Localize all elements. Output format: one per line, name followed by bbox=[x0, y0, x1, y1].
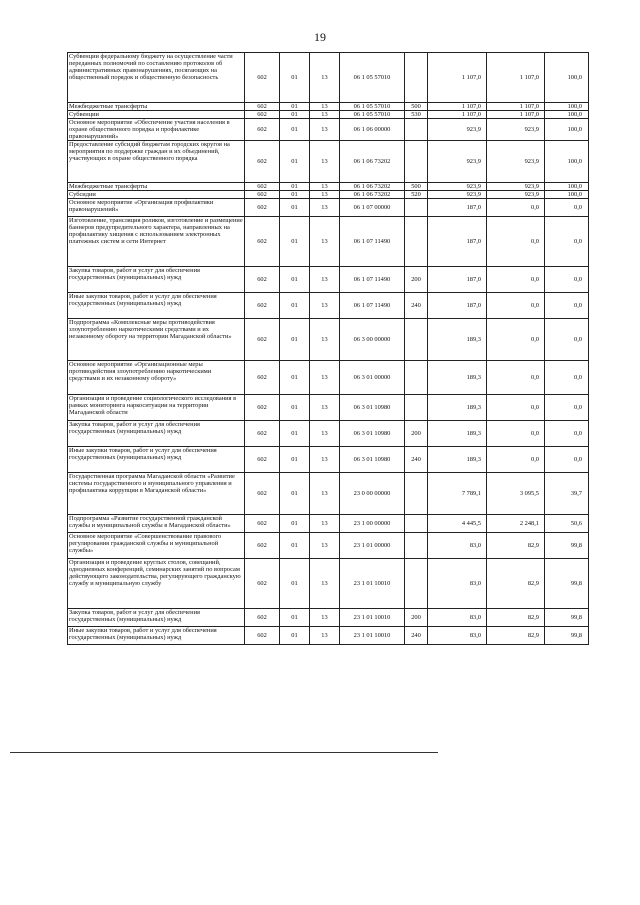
subsection-code-cell: 13 bbox=[310, 395, 340, 421]
expense-type-cell: 200 bbox=[405, 609, 428, 627]
table-row bbox=[68, 141, 589, 183]
table-row bbox=[68, 217, 589, 267]
subsection-code-cell: 13 bbox=[310, 293, 340, 319]
section-code-cell: 01 bbox=[280, 395, 310, 421]
executed-amount-cell: 923,9 bbox=[487, 141, 545, 183]
executed-amount-cell: 1 107,0 bbox=[487, 53, 545, 103]
execution-percent-cell: 0,0 bbox=[545, 293, 589, 319]
table-row bbox=[68, 627, 589, 645]
planned-amount-cell: 189,3 bbox=[428, 361, 487, 395]
execution-percent-cell: 0,0 bbox=[545, 267, 589, 293]
subsection-code-cell: 13 bbox=[310, 119, 340, 141]
subsection-code-cell: 13 bbox=[310, 111, 340, 119]
subsection-code-cell: 13 bbox=[310, 103, 340, 111]
expense-type-cell bbox=[405, 141, 428, 183]
section-code-cell: 01 bbox=[280, 293, 310, 319]
section-code-cell: 01 bbox=[280, 447, 310, 473]
ministry-code-cell: 602 bbox=[245, 609, 280, 627]
expense-type-cell: 200 bbox=[405, 267, 428, 293]
executed-amount-cell: 82,9 bbox=[487, 533, 545, 559]
target-article-cell: 06 3 01 10980 bbox=[340, 395, 405, 421]
section-code-cell: 01 bbox=[280, 609, 310, 627]
planned-amount-cell: 4 445,5 bbox=[428, 515, 487, 533]
execution-percent-cell: 0,0 bbox=[545, 361, 589, 395]
subsection-code-cell: 13 bbox=[310, 421, 340, 447]
expense-type-cell bbox=[405, 515, 428, 533]
row-name-cell: Субвенции bbox=[68, 111, 245, 119]
target-article-cell: 06 1 06 00000 bbox=[340, 119, 405, 141]
row-name-cell: Государственная программа Магаданской области «Развитие системы государственного и муниципального управления и профилактика коррупции в Магаданской области» bbox=[68, 473, 245, 515]
row-name-cell: Основное мероприятие «Совершенствование правового регулирования гражданской службы и муниципальной службы» bbox=[68, 533, 245, 559]
execution-percent-cell: 99,8 bbox=[545, 609, 589, 627]
execution-percent-cell: 100,0 bbox=[545, 53, 589, 103]
table-row bbox=[68, 103, 589, 111]
row-name-cell: Подпрограмма «Комплексные меры противодействия злоупотреблению наркотическими средствами и их незаконному обороту на территории Магаданской области» bbox=[68, 319, 245, 361]
table-row bbox=[68, 183, 589, 191]
expense-type-cell bbox=[405, 533, 428, 559]
planned-amount-cell: 189,3 bbox=[428, 319, 487, 361]
expense-type-cell: 530 bbox=[405, 111, 428, 119]
executed-amount-cell: 3 095,5 bbox=[487, 473, 545, 515]
execution-percent-cell: 0,0 bbox=[545, 447, 589, 473]
table-row bbox=[68, 319, 589, 361]
subsection-code-cell: 13 bbox=[310, 473, 340, 515]
planned-amount-cell: 7 789,1 bbox=[428, 473, 487, 515]
table-row bbox=[68, 119, 589, 141]
table-row bbox=[68, 199, 589, 217]
ministry-code-cell: 602 bbox=[245, 217, 280, 267]
target-article-cell: 06 3 01 00000 bbox=[340, 361, 405, 395]
subsection-code-cell: 13 bbox=[310, 183, 340, 191]
target-article-cell: 06 1 06 73202 bbox=[340, 183, 405, 191]
ministry-code-cell: 602 bbox=[245, 421, 280, 447]
ministry-code-cell: 602 bbox=[245, 191, 280, 199]
row-name-cell: Субвенции федеральному бюджету на осуществление части переданных полномочий по составлению протоколов об административных правонарушениях, посягающих на общественный порядок и общественную безопасность bbox=[68, 53, 245, 103]
row-name-cell: Основное мероприятие «Организационные меры противодействия злоупотреблению наркотическими средствами и их незаконному обороту» bbox=[68, 361, 245, 395]
planned-amount-cell: 187,0 bbox=[428, 217, 487, 267]
section-code-cell: 01 bbox=[280, 319, 310, 361]
row-name-cell: Закупка товаров, работ и услуг для обеспечения государственных (муниципальных) нужд bbox=[68, 267, 245, 293]
section-code-cell: 01 bbox=[280, 627, 310, 645]
section-code-cell: 01 bbox=[280, 473, 310, 515]
expense-type-cell bbox=[405, 473, 428, 515]
section-code-cell: 01 bbox=[280, 103, 310, 111]
execution-percent-cell: 0,0 bbox=[545, 319, 589, 361]
execution-percent-cell: 0,0 bbox=[545, 395, 589, 421]
ministry-code-cell: 602 bbox=[245, 515, 280, 533]
execution-percent-cell: 100,0 bbox=[545, 141, 589, 183]
row-name-cell: Субсидии bbox=[68, 191, 245, 199]
table-row bbox=[68, 515, 589, 533]
subsection-code-cell: 13 bbox=[310, 533, 340, 559]
subsection-code-cell: 13 bbox=[310, 515, 340, 533]
target-article-cell: 06 1 05 57010 bbox=[340, 53, 405, 103]
expense-type-cell: 520 bbox=[405, 191, 428, 199]
execution-percent-cell: 99,8 bbox=[545, 533, 589, 559]
planned-amount-cell: 83,0 bbox=[428, 627, 487, 645]
target-article-cell: 06 3 01 10980 bbox=[340, 447, 405, 473]
section-code-cell: 01 bbox=[280, 361, 310, 395]
planned-amount-cell: 923,9 bbox=[428, 119, 487, 141]
ministry-code-cell: 602 bbox=[245, 183, 280, 191]
subsection-code-cell: 13 bbox=[310, 559, 340, 609]
execution-percent-cell: 100,0 bbox=[545, 191, 589, 199]
execution-percent-cell: 100,0 bbox=[545, 111, 589, 119]
target-article-cell: 06 1 06 73202 bbox=[340, 141, 405, 183]
table-row bbox=[68, 53, 589, 103]
section-code-cell: 01 bbox=[280, 53, 310, 103]
execution-percent-cell: 100,0 bbox=[545, 103, 589, 111]
section-code-cell: 01 bbox=[280, 111, 310, 119]
planned-amount-cell: 923,9 bbox=[428, 183, 487, 191]
ministry-code-cell: 602 bbox=[245, 447, 280, 473]
planned-amount-cell: 187,0 bbox=[428, 199, 487, 217]
expense-type-cell bbox=[405, 319, 428, 361]
section-code-cell: 01 bbox=[280, 183, 310, 191]
planned-amount-cell: 187,0 bbox=[428, 267, 487, 293]
expense-type-cell bbox=[405, 53, 428, 103]
expense-type-cell bbox=[405, 395, 428, 421]
table-row bbox=[68, 395, 589, 421]
expense-type-cell bbox=[405, 119, 428, 141]
section-code-cell: 01 bbox=[280, 119, 310, 141]
row-name-cell: Организация и проведение социологического исследования в рамках мониторинга наркоситуации на территории Магаданской области bbox=[68, 395, 245, 421]
executed-amount-cell: 1 107,0 bbox=[487, 103, 545, 111]
bottom-divider bbox=[10, 752, 438, 753]
section-code-cell: 01 bbox=[280, 141, 310, 183]
table-row bbox=[68, 473, 589, 515]
expense-type-cell: 500 bbox=[405, 103, 428, 111]
subsection-code-cell: 13 bbox=[310, 609, 340, 627]
table-row bbox=[68, 609, 589, 627]
execution-percent-cell: 50,6 bbox=[545, 515, 589, 533]
target-article-cell: 06 1 07 11490 bbox=[340, 293, 405, 319]
ministry-code-cell: 602 bbox=[245, 103, 280, 111]
table-row bbox=[68, 111, 589, 119]
executed-amount-cell: 0,0 bbox=[487, 319, 545, 361]
row-name-cell: Закупка товаров, работ и услуг для обеспечения государственных (муниципальных) нужд bbox=[68, 421, 245, 447]
row-name-cell: Иные закупки товаров, работ и услуг для обеспечения государственных (муниципальных) нужд bbox=[68, 293, 245, 319]
execution-percent-cell: 99,8 bbox=[545, 627, 589, 645]
planned-amount-cell: 189,3 bbox=[428, 421, 487, 447]
executed-amount-cell: 0,0 bbox=[487, 267, 545, 293]
target-article-cell: 23 1 00 00000 bbox=[340, 515, 405, 533]
target-article-cell: 06 1 05 57010 bbox=[340, 111, 405, 119]
planned-amount-cell: 923,9 bbox=[428, 191, 487, 199]
table-row bbox=[68, 293, 589, 319]
subsection-code-cell: 13 bbox=[310, 191, 340, 199]
ministry-code-cell: 602 bbox=[245, 267, 280, 293]
ministry-code-cell: 602 bbox=[245, 53, 280, 103]
planned-amount-cell: 83,0 bbox=[428, 533, 487, 559]
target-article-cell: 06 3 00 00000 bbox=[340, 319, 405, 361]
execution-percent-cell: 0,0 bbox=[545, 421, 589, 447]
subsection-code-cell: 13 bbox=[310, 361, 340, 395]
executed-amount-cell: 0,0 bbox=[487, 293, 545, 319]
executed-amount-cell: 82,9 bbox=[487, 609, 545, 627]
table-row bbox=[68, 361, 589, 395]
row-name-cell: Организация и проведение круглых столов, совещаний, однодневных конференций, семинарских занятий по вопросам действующего законодательства, регулирующего гражданскую службу и муниципальную службу bbox=[68, 559, 245, 609]
target-article-cell: 06 1 07 11490 bbox=[340, 267, 405, 293]
row-name-cell: Иные закупки товаров, работ и услуг для обеспечения государственных (муниципальных) нужд bbox=[68, 627, 245, 645]
execution-percent-cell: 0,0 bbox=[545, 217, 589, 267]
section-code-cell: 01 bbox=[280, 217, 310, 267]
expense-type-cell: 240 bbox=[405, 293, 428, 319]
ministry-code-cell: 602 bbox=[245, 473, 280, 515]
planned-amount-cell: 83,0 bbox=[428, 609, 487, 627]
budget-table bbox=[67, 52, 589, 645]
section-code-cell: 01 bbox=[280, 559, 310, 609]
target-article-cell: 23 1 01 00000 bbox=[340, 533, 405, 559]
ministry-code-cell: 602 bbox=[245, 533, 280, 559]
target-article-cell: 06 1 07 11490 bbox=[340, 217, 405, 267]
executed-amount-cell: 0,0 bbox=[487, 199, 545, 217]
expense-type-cell: 500 bbox=[405, 183, 428, 191]
execution-percent-cell: 99,8 bbox=[545, 559, 589, 609]
executed-amount-cell: 923,9 bbox=[487, 183, 545, 191]
target-article-cell: 23 0 00 00000 bbox=[340, 473, 405, 515]
target-article-cell: 23 1 01 10010 bbox=[340, 609, 405, 627]
section-code-cell: 01 bbox=[280, 421, 310, 447]
subsection-code-cell: 13 bbox=[310, 267, 340, 293]
planned-amount-cell: 189,3 bbox=[428, 447, 487, 473]
section-code-cell: 01 bbox=[280, 515, 310, 533]
target-article-cell: 06 1 05 57010 bbox=[340, 103, 405, 111]
executed-amount-cell: 0,0 bbox=[487, 447, 545, 473]
expense-type-cell: 240 bbox=[405, 627, 428, 645]
table-row bbox=[68, 267, 589, 293]
expense-type-cell bbox=[405, 559, 428, 609]
table-row bbox=[68, 191, 589, 199]
executed-amount-cell: 2 248,1 bbox=[487, 515, 545, 533]
table-row bbox=[68, 447, 589, 473]
ministry-code-cell: 602 bbox=[245, 559, 280, 609]
target-article-cell: 06 3 01 10980 bbox=[340, 421, 405, 447]
executed-amount-cell: 1 107,0 bbox=[487, 111, 545, 119]
section-code-cell: 01 bbox=[280, 191, 310, 199]
subsection-code-cell: 13 bbox=[310, 319, 340, 361]
executed-amount-cell: 0,0 bbox=[487, 421, 545, 447]
table-row bbox=[68, 421, 589, 447]
row-name-cell: Иные закупки товаров, работ и услуг для обеспечения государственных (муниципальных) нужд bbox=[68, 447, 245, 473]
executed-amount-cell: 0,0 bbox=[487, 217, 545, 267]
table-row bbox=[68, 533, 589, 559]
executed-amount-cell: 923,9 bbox=[487, 191, 545, 199]
subsection-code-cell: 13 bbox=[310, 447, 340, 473]
executed-amount-cell: 82,9 bbox=[487, 627, 545, 645]
subsection-code-cell: 13 bbox=[310, 217, 340, 267]
page-number: 19 bbox=[314, 30, 326, 44]
planned-amount-cell: 1 107,0 bbox=[428, 103, 487, 111]
row-name-cell: Межбюджетные трансферты bbox=[68, 103, 245, 111]
execution-percent-cell: 100,0 bbox=[545, 183, 589, 191]
ministry-code-cell: 602 bbox=[245, 119, 280, 141]
ministry-code-cell: 602 bbox=[245, 627, 280, 645]
subsection-code-cell: 13 bbox=[310, 627, 340, 645]
ministry-code-cell: 602 bbox=[245, 395, 280, 421]
section-code-cell: 01 bbox=[280, 533, 310, 559]
ministry-code-cell: 602 bbox=[245, 111, 280, 119]
section-code-cell: 01 bbox=[280, 267, 310, 293]
execution-percent-cell: 100,0 bbox=[545, 119, 589, 141]
expense-type-cell bbox=[405, 361, 428, 395]
planned-amount-cell: 923,9 bbox=[428, 141, 487, 183]
row-name-cell: Предоставление субсидий бюджетам городских округов на мероприятия по поддержке граждан и их объединений, участвующих в охране общественного порядка bbox=[68, 141, 245, 183]
row-name-cell: Межбюджетные трансферты bbox=[68, 183, 245, 191]
planned-amount-cell: 187,0 bbox=[428, 293, 487, 319]
expense-type-cell bbox=[405, 217, 428, 267]
planned-amount-cell: 83,0 bbox=[428, 559, 487, 609]
target-article-cell: 23 1 01 10010 bbox=[340, 627, 405, 645]
expense-type-cell: 240 bbox=[405, 447, 428, 473]
section-code-cell: 01 bbox=[280, 199, 310, 217]
execution-percent-cell: 39,7 bbox=[545, 473, 589, 515]
execution-percent-cell: 0,0 bbox=[545, 199, 589, 217]
row-name-cell: Основное мероприятие «Обеспечение участия населения в охране общественного порядка и профилактике правонарушений» bbox=[68, 119, 245, 141]
row-name-cell: Основное мероприятие «Организация профилактики правонарушений» bbox=[68, 199, 245, 217]
planned-amount-cell: 1 107,0 bbox=[428, 53, 487, 103]
subsection-code-cell: 13 bbox=[310, 53, 340, 103]
planned-amount-cell: 189,3 bbox=[428, 395, 487, 421]
ministry-code-cell: 602 bbox=[245, 199, 280, 217]
ministry-code-cell: 602 bbox=[245, 361, 280, 395]
target-article-cell: 06 1 07 00000 bbox=[340, 199, 405, 217]
row-name-cell: Изготовление, трансляция роликов, изготовление и размещение баннеров предупредительного характера, направленных на профилактику хищения с использованием электронных платежных систем и сети Интернет bbox=[68, 217, 245, 267]
ministry-code-cell: 602 bbox=[245, 319, 280, 361]
executed-amount-cell: 0,0 bbox=[487, 395, 545, 421]
planned-amount-cell: 1 107,0 bbox=[428, 111, 487, 119]
ministry-code-cell: 602 bbox=[245, 141, 280, 183]
executed-amount-cell: 82,9 bbox=[487, 559, 545, 609]
row-name-cell: Закупка товаров, работ и услуг для обеспечения государственных (муниципальных) нужд bbox=[68, 609, 245, 627]
subsection-code-cell: 13 bbox=[310, 141, 340, 183]
executed-amount-cell: 0,0 bbox=[487, 361, 545, 395]
executed-amount-cell: 923,9 bbox=[487, 119, 545, 141]
target-article-cell: 06 1 06 73202 bbox=[340, 191, 405, 199]
expense-type-cell: 200 bbox=[405, 421, 428, 447]
target-article-cell: 23 1 01 10010 bbox=[340, 559, 405, 609]
ministry-code-cell: 602 bbox=[245, 293, 280, 319]
table-row bbox=[68, 559, 589, 609]
expense-type-cell bbox=[405, 199, 428, 217]
row-name-cell: Подпрограмма «Развитие государственной гражданской службы и муниципальной службы в Магаданской области» bbox=[68, 515, 245, 533]
subsection-code-cell: 13 bbox=[310, 199, 340, 217]
